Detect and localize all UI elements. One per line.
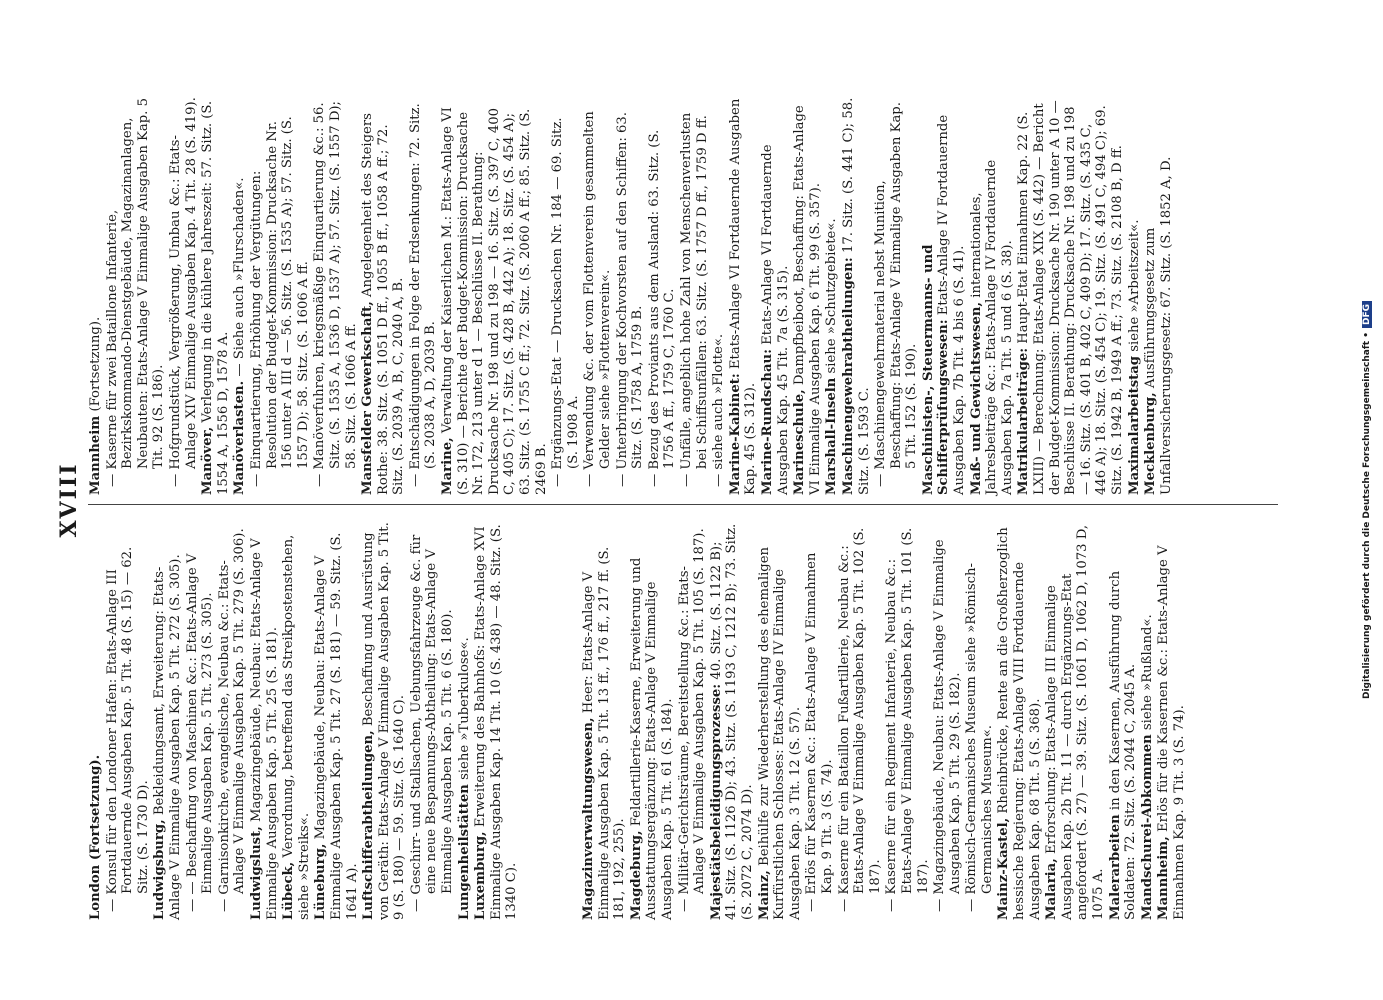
index-entry bbox=[841, 97, 872, 495]
index-entry bbox=[232, 97, 248, 495]
index-entry bbox=[760, 97, 791, 495]
index-entry bbox=[709, 522, 756, 920]
entry-text: Rheinbrücke, Rente an die Großherzoglich hessische Regierung: Etats-Anlage VIII Fortdauernde Ausgaben Kap. 68 Tit. 5 (S. 368). bbox=[996, 527, 1043, 920]
index-subentry: — Bezug des Proviants aus dem Ausland: 63. Sitz. (S. 1756 A ff., 1759 C, 1760 C. bbox=[646, 129, 678, 487]
entry-text: Verordnung, betreffend das Streikpostenstehen, siehe »Streiks«. bbox=[281, 534, 312, 920]
entry-keyword: Magdeburg, bbox=[628, 830, 644, 920]
index-entry bbox=[1143, 97, 1174, 495]
index-subentry: — Unterbringung der Kochvorsten auf den Schiffen: 63. Sitz. (S. 1758 A, 1759 B. bbox=[614, 112, 646, 487]
entry-keyword: Marine-Kabinet: bbox=[727, 373, 743, 495]
index-subentry: — Verwendung &c. der vom Flottenverein gesammelten Gelder siehe »Flottenverein«. bbox=[582, 111, 613, 487]
entry-text: internationales, Jahresbeiträge &c.: Etats-Anlage IV Fortdauernde Ausgaben Kap. 7a Tit. 5 und 6 (S. 38). bbox=[968, 159, 1015, 495]
footer-text: Digitalisierung gefördert durch die Deutsche Forschungsgemeinschaft • bbox=[1362, 332, 1372, 699]
entry-keyword: Marshall-Inseln bbox=[824, 377, 840, 495]
dfg-logo: DFG bbox=[1362, 301, 1372, 328]
entry-text: Erforschung: Etats-Anlage III Einmalige Ausgaben Kap. 2b Tit. 11 — durch Ergänzungs-Etat angefordert (S. 27) — 39. Sitz. (S. 1061 D, 1062 D, 1073 D, 1075 A. bbox=[1044, 524, 1107, 920]
entry-keyword: London (Fortsetzung). bbox=[88, 754, 103, 920]
entry-keyword: Ludwigslust, bbox=[248, 826, 264, 920]
index-entry bbox=[313, 522, 360, 920]
entry-text: Feldartillerie-Kaserne, Erweiterung und Ausstattungsergänzung: Etats-Anlage V Einmalige Ausgaben Kap. 5 Tit. 61 (S. 184). bbox=[628, 557, 675, 920]
entry-keyword: Mecklenburg, bbox=[1143, 392, 1159, 495]
entry-text: siehe »Tuberkulose«. bbox=[456, 637, 472, 785]
entry-keyword: Mandschurei-Abkommen bbox=[1139, 734, 1155, 920]
entry-keyword: Marine, bbox=[440, 437, 456, 495]
entry-text: Angelegenheit des Steigers Rothe: 38. Sitz. (S. 1051 D ff., 1055 B ff., 1058 A ff.; 72. Sitz. (S. 2039 A, B, C, 2040 A, B. bbox=[360, 113, 407, 495]
entry-text: Beschaffung und Ausrüstung von Geräth: Etats-Anlage V Einmalige Ausgaben Kap. 5 Tit. 9 (S. 180) — 59. Sitz. (S. 1640 C). bbox=[361, 522, 408, 920]
index-entry bbox=[792, 97, 823, 495]
entry-text: siehe »Rußland«. bbox=[1139, 614, 1155, 735]
index-subentry: — Entschädigungen in Folge der Erdsenkungen: 72. Sitz. (S. 2038 A, D, 2039 B. bbox=[407, 103, 439, 487]
entry-text: Verlegung in die kühlere Jahreszeit: 57. Sitz. (S. 1554 A, 1556 D, 1578 A. bbox=[200, 100, 231, 495]
entry-keyword: Maschinisten-, Steuermanns- und Schifferprüfungswesen: bbox=[920, 244, 952, 495]
entry-keyword: Lüneburg, bbox=[313, 843, 329, 920]
entry-text: Ausführungsgesetz zum Unfallversicherungsgesetz: 67. Sitz. (S. 1852 A, D. bbox=[1143, 156, 1174, 495]
entry-text: Erlös für die Kasernen &c.: Etats-Anlage V Einnahmen Kap. 9 Tit. 3 (S. 74). bbox=[1156, 545, 1187, 920]
index-subentry: — Manöverfuhren, kriegsmäßige Einquartierung &c.: 56. Sitz. (S. 1535 A, 1536 D, 1537 A); 57. Sitz. (S. 1557 D); 58. Sitz. (S. 1606 A ff. bbox=[312, 101, 359, 487]
footer bbox=[1362, 0, 1372, 1000]
entry-keyword: Mainz-Kastel, bbox=[996, 817, 1012, 920]
index-entry bbox=[757, 522, 804, 920]
column-divider bbox=[88, 504, 1278, 505]
entry-keyword: Maß- und Gewichtswesen, bbox=[968, 301, 984, 495]
entry-text: Beihülfe zur Wiederherstellung des ehemaligen Kurfürstlichen Schlosses: Etats-Anlage IV Einmalige Ausgaben Kap. 3 Tit. 12 (S. 57). bbox=[756, 546, 803, 920]
index-subentry: — Kaserne für zwei Bataillone Infanterie, Bezirkskommando-Dienstgebäude, Magazinanlagen, Neubauten: Etats-Anlage V Einmalige Ausgaben Kap. 5 Tit. 92 (S. 186). bbox=[104, 98, 167, 487]
index-entry bbox=[281, 522, 312, 920]
entry-text: siehe »Arbeitszeit«. bbox=[1126, 219, 1142, 356]
entry-keyword: Luxemburg, bbox=[473, 831, 489, 920]
index-entry bbox=[152, 522, 183, 920]
index-entry bbox=[473, 522, 520, 920]
index-entry bbox=[1044, 522, 1106, 920]
index-entry bbox=[88, 97, 104, 495]
index-subentry: — Magazingebäude, Neubau: Etats-Anlage V Einmalige Ausgaben Kap. 5 Tit. 29 (S. 182). bbox=[932, 539, 963, 912]
entry-text: siehe »Schutzgebiete«. bbox=[824, 218, 840, 378]
index-entry bbox=[360, 97, 407, 495]
section-gap bbox=[521, 522, 581, 920]
index-entry bbox=[1156, 522, 1187, 920]
index-entry bbox=[361, 522, 408, 920]
left-column bbox=[88, 522, 1189, 920]
index-entry bbox=[1127, 97, 1143, 495]
entry-keyword: Lungenheilstätten bbox=[456, 784, 472, 920]
entry-keyword: Mannheim, bbox=[1156, 836, 1172, 920]
index-subentry: — Kaserne für ein Regiment Infanterie, Neubau &c.: Etats-Anlage V Einmalige Ausgaben Kap. 5 Tit. 101 (S. 187). bbox=[884, 527, 931, 912]
entry-keyword: Ludwigsburg, bbox=[152, 819, 168, 920]
entry-text: Verwaltung der Kaiserlichen M.: Etats-Anlage VI (S. 310) — Berichte der Budget-Kommission: Drucksache Nr. 172, 213 unter d 1 — Beschlüsse II. Berathung: Drucksache Nr. 198 und zu 198 — 16. Sitz. (S. 397 C, 400 C, 405 C); 17. Sitz. (S. 428 B, 442 A); 18. Sitz. (S. 454 A); 63. Sitz. (S. 1755 C ff.; 72. Sitz. (S. 2060 A ff.; 85. Sitz. (S. 2469 B. bbox=[440, 107, 549, 495]
index-subentry: — Geschirr- und Stallsachen, Uebungsfahrzeuge &c. für eine neue Bespannungs-Abtheilung: Etats-Anlage V Einmalige Ausgaben Kap. 5 Tit. 6 (S. 180). bbox=[408, 534, 456, 912]
entry-text: Etats-Anlage VI Fortdauernde Ausgaben Kap. 45 Tit. 7a (S. 315). bbox=[759, 144, 791, 495]
entry-text: in den Kasernen, Ausführung durch Soldaten: 72. Sitz. (S. 2044 C, 2045 A. bbox=[1107, 570, 1139, 920]
index-entry bbox=[921, 97, 968, 495]
entry-keyword: Manöver, bbox=[200, 426, 216, 495]
entry-text: Magazingebäude, Neubau: Etats-Anlage V Einmalige Ausgaben Kap. 5 Tit. 25 (S. 181). bbox=[248, 538, 280, 920]
entry-text: Etats-Anlage VI Fortdauernde Ausgaben Kap. 45 (S. 312). bbox=[727, 98, 759, 495]
entry-text: 40. Sitz. (S. 1122 B); 41. Sitz. (S. 1126 D); 43. Sitz. (S. 1193 C, 1212 B); 73. Sitz. (S. 2072 C, 2074 D). bbox=[708, 523, 755, 920]
index-subentry: — Garnisonkirche, evangelische, Neubau &c.: Etats-Anlage V Einmalige Ausgaben Kap. 5 Tit. 279 (S. 306). bbox=[216, 528, 248, 912]
entry-text: 17. Sitz. (S. 441 C); 58. Sitz. (S. 1593 C. bbox=[840, 97, 872, 495]
entry-keyword: Majestätsbeleidigungsprozesse: bbox=[708, 683, 724, 920]
entry-keyword: Luftschifferabtheilungen, bbox=[361, 730, 377, 920]
page-number: XVIII bbox=[56, 462, 82, 538]
entry-text: — Siehe auch »Flurschaden«. bbox=[232, 177, 248, 381]
index-entry bbox=[440, 97, 549, 495]
index-entry bbox=[996, 522, 1043, 920]
index-subentry: — Ergänzungs-Etat — Drucksachen Nr. 184 — 69. Sitz. (S. 1908 A. bbox=[550, 117, 581, 487]
index-subentry: — — Beschaffung von Maschinen &c.: Etats-Anlage V Einmalige Ausgaben Kap. 5 Tit. 273 (S. 305). bbox=[184, 553, 216, 912]
index-entry bbox=[1108, 522, 1139, 920]
entry-text: Bekleidungsamt, Erweiterung: Etats-Anlage V Einmalige Ausgaben Kap. 5 Tit. 272 (S. 305). bbox=[152, 554, 183, 920]
index-entry bbox=[457, 522, 473, 920]
index-entry bbox=[969, 97, 1016, 495]
index-entry bbox=[629, 522, 676, 920]
index-entry bbox=[200, 97, 231, 495]
entry-keyword: Manöverlasten. bbox=[232, 380, 248, 495]
index-subentry: — Kaserne für ein Bataillon Fußartillerie, Neubau &c.: Etats-Anlage V Einmalige Ausgaben Kap. 5 Tit. 102 (S. 187). bbox=[836, 527, 883, 912]
entry-keyword: Malerarbeiten bbox=[1107, 814, 1123, 920]
entry-keyword: Maximalarbeitstag bbox=[1126, 355, 1142, 495]
entry-text: Haupt-Etat Einnahmen Kap. 22 (S. LXIII) — Berechnung: Etats-Anlage XIX (S. 442) — Bericht der Budget-Kommission: Drucksache Nr. 190 unter A 10 — Beschlüsse II. Berathung: Drucksache Nr. 198 und zu 198 — 16. Sitz. (S. 401 B, 402 C, 409 D); 17. Sitz. (S. 435 C, 446 A); 18. Sitz. (S. 454 C); 19. Sitz. (S. 491 C, 494 C); 69. Sitz. (S. 1942 B, 1949 A ff.; 73. Sitz. (S. 2108 B, D ff. bbox=[1016, 100, 1125, 495]
index-entry bbox=[824, 97, 840, 495]
entry-keyword: Mainz, bbox=[756, 870, 772, 920]
entry-keyword: Malaria, bbox=[1044, 858, 1060, 920]
index-entry bbox=[1140, 522, 1156, 920]
index-subentry: — Römisch-Germanisches Museum siehe »Römisch-Germanisches Museum«. bbox=[964, 562, 995, 912]
index-subentry: — Hofgrundstück, Vergrößerung, Umbau &c.: Etats-Anlage XIV Einmalige Ausgaben Kap. 4 Tit. 28 (S. 419). bbox=[167, 97, 199, 487]
index-subentry: — Einquartierung, Erhöhung der Vergütungen: Resolution der Budget-Kommission: Drucksache Nr. 156 unter A III d — 56. Sitz. (S. 1535 A); 57. Sitz. (S. 1557 D); 58. Sitz. (S. 1606 A ff. bbox=[248, 116, 311, 487]
index-subentry: — Militär-Gerichtsräume, Bereitstellung &c.: Etats-Anlage V Einmalige Ausgaben Kap. 5 Tit. 105 (S. 187). bbox=[676, 528, 708, 912]
index-entry bbox=[249, 522, 280, 920]
index-subentry: — Unfälle, angeblich hohe Zahl von Menschenverlusten bei Schiffsunfällen: 63. Sitz. (S. 1757 D ff., 1759 D ff. bbox=[678, 112, 710, 487]
index-subentry: — Erlös für Kasernen &c.: Etats-Anlage V Einnahmen Kap. 9 Tit. 3 (S. 74). bbox=[804, 552, 835, 912]
entry-keyword: Mansfelder Gewerkschaft, bbox=[360, 301, 376, 495]
entry-text: Heer: Etats-Anlage V Einmalige Ausgaben Kap. 5 Tit. 13 ff., 176 ff., 217 ff. (S. 181, 192, 255). bbox=[581, 546, 628, 920]
index-entry bbox=[1016, 97, 1125, 495]
entry-keyword: Marine-Rundschau: bbox=[759, 349, 775, 495]
entry-keyword: Lübeck, bbox=[281, 861, 297, 920]
entry-text: Etats-Anlage IV Fortdauernde Ausgaben Kap. 7b Tit. 4 bis 6 (S. 41). bbox=[936, 114, 968, 495]
entry-text: Erweiterung des Bahnhofs: Etats-Anlage XVI Einmalige Ausgaben Kap. 14 Tit. 10 (S. 438) — 48. Sitz. (S. 1340 C). bbox=[473, 524, 520, 920]
entry-text: (Fortsetzung). bbox=[88, 316, 103, 416]
index-entry bbox=[581, 522, 628, 920]
entry-keyword: Maschinengewehrabtheilungen: bbox=[840, 257, 856, 495]
entry-keyword: Mannheim bbox=[88, 415, 103, 495]
entry-text: Magazingebäude, Neubau: Etats-Anlage V Einmalige Ausgaben Kap. 5 Tit. 27 (S. 181) — 59. Sitz. (S. 1641 A). bbox=[313, 532, 360, 920]
right-column bbox=[88, 97, 1175, 495]
entry-keyword: Marineschule, bbox=[792, 389, 808, 495]
index-subentry: — Maschinengewehrmaterial nebst Munition, Beschaffung: Etats-Anlage V Einmalige Ausgaben Kap. 5 Tit. 152 (S. 190). bbox=[873, 102, 920, 487]
index-entry bbox=[728, 97, 759, 495]
index-subentry: — Konsul für den Londoner Hafen: Etats-Anlage III Fortdauernde Ausgaben Kap. 5 Tit. 48 (S. 15) — 62. Sitz. (S. 1730 D). bbox=[104, 546, 151, 912]
entry-keyword: Matrikularbeiträge: bbox=[1016, 347, 1032, 495]
entry-keyword: Magazinverwaltungswesen, bbox=[581, 717, 597, 920]
index-entry bbox=[88, 522, 104, 920]
entry-text: Dampfbeiboot, Beschaffung: Etats-Anlage VI Einmalige Ausgaben Kap. 6 Tit. 99 (S. 357). bbox=[792, 105, 823, 495]
index-subentry: — siehe auch »Flotte«. bbox=[711, 333, 727, 487]
